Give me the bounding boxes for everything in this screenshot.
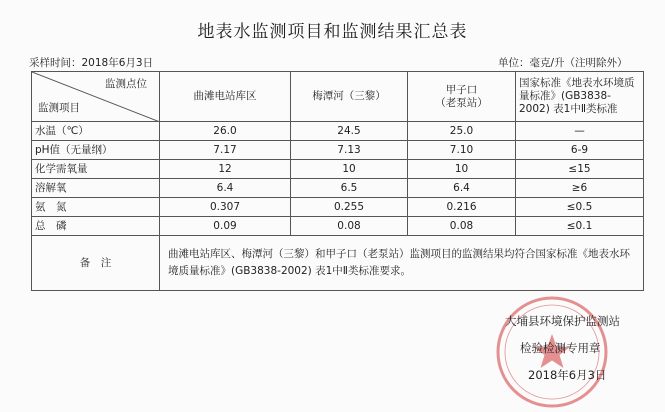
row-value-1: 0.307 [160, 198, 291, 217]
organization-name: 大埔县环境保护监测站 [505, 314, 620, 328]
header-site-2: 梅潭河（三黎） [291, 72, 408, 122]
remark-label: 备 注 [32, 236, 160, 291]
table-row [32, 179, 644, 198]
row-item: 溶解氧 [32, 179, 160, 198]
table-row [32, 160, 644, 179]
table-row [32, 217, 644, 236]
row-value-2: 0.255 [291, 198, 408, 217]
row-standard: ≥6 [516, 179, 644, 198]
row-value-3: 6.4 [408, 179, 516, 198]
row-item: 氨 氮 [32, 198, 160, 217]
row-value-1: 12 [160, 160, 291, 179]
row-standard: ≤0.5 [516, 198, 644, 217]
remark-text: 曲滩电站库区、梅潭河（三黎）和甲子口（老泵站）监测项目的监测结果均符合国家标准《地表水环境质量标准》(GB3838-2002) 表1中Ⅱ类标准要求。 [160, 236, 644, 291]
table-row [32, 141, 644, 160]
header-site-3-name: 甲子口 [445, 83, 478, 96]
row-item: 水温（℃） [32, 122, 160, 141]
corner-header [32, 72, 160, 122]
unit-note: 单位：毫克/升（注明除外） [498, 57, 628, 69]
row-item: pH值（无量纲） [32, 141, 160, 160]
row-value-3: 25.0 [408, 122, 516, 141]
row-value-2: 6.5 [291, 179, 408, 198]
row-value-2: 24.5 [291, 122, 408, 141]
header-item: 监测项目 [38, 102, 80, 114]
row-value-1: 6.4 [160, 179, 291, 198]
row-standard: — [516, 122, 644, 141]
results-table [31, 71, 644, 291]
remark-row [32, 236, 644, 291]
page-title: 地表水监测项目和监测结果汇总表 [197, 22, 468, 42]
row-value-1: 26.0 [160, 122, 291, 141]
row-value-3: 0.08 [408, 217, 516, 236]
header-location: 监测点位 [105, 78, 147, 90]
row-standard: ≤15 [516, 160, 644, 179]
table-row [32, 198, 644, 217]
row-value-1: 0.09 [160, 217, 291, 236]
table-row [32, 122, 644, 141]
header-site-3 [408, 72, 516, 122]
sampling-time: 采样时间：2018年6月3日 [29, 57, 154, 69]
row-value-2: 7.13 [291, 141, 408, 160]
row-standard: 6-9 [516, 141, 644, 160]
row-standard: ≤0.1 [516, 217, 644, 236]
header-standard: 国家标准《地表水环境质量标准》(GB3838-2002) 表1中Ⅱ类标准 [516, 72, 644, 122]
row-value-1: 7.17 [160, 141, 291, 160]
row-value-3: 10 [408, 160, 516, 179]
seal-department: 检验检测专用章 [520, 341, 601, 355]
row-value-2: 0.08 [291, 217, 408, 236]
row-value-3: 7.10 [408, 141, 516, 160]
header-row [32, 72, 644, 122]
header-site-3-sub: （老泵站） [435, 96, 488, 109]
header-site-1: 曲滩电站库区 [160, 72, 291, 122]
row-item: 总 磷 [32, 217, 160, 236]
row-item: 化学需氧量 [32, 160, 160, 179]
signature-date: 2018年6月3日 [528, 368, 607, 382]
row-value-3: 0.216 [408, 198, 516, 217]
row-value-2: 10 [291, 160, 408, 179]
